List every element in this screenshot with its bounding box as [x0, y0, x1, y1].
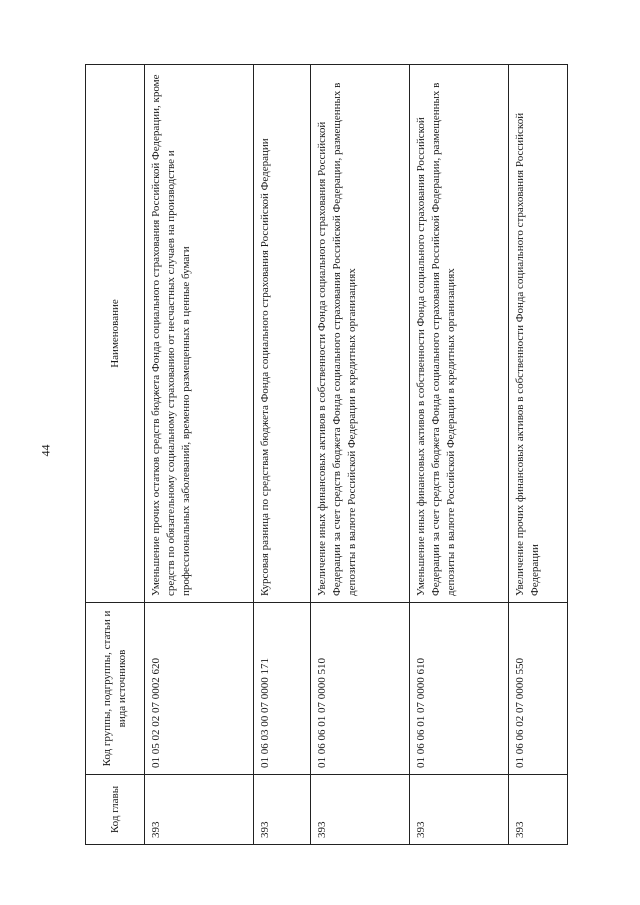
page-number: 44 [38, 444, 53, 457]
source-code-cell: 01 06 03 00 07 0000 171 [254, 603, 311, 775]
table-row [145, 65, 254, 845]
chapter-code-cell: 393 [145, 775, 254, 845]
chapter-code-cell: 393 [509, 775, 568, 845]
source-code-cell: 01 05 02 02 07 0002 620 [145, 603, 254, 775]
source-code-cell: 01 06 06 01 07 0000 510 [311, 603, 410, 775]
name-cell: Увеличение прочих финансовых активов в собственности Фонда социального страхования Российской Федерации [509, 65, 568, 603]
table-row [410, 65, 509, 845]
table-row [311, 65, 410, 845]
codes-table [85, 64, 568, 845]
table-row [254, 65, 311, 845]
header-source-code: Код группы, подгруппы, статьи и вида источников [86, 603, 145, 775]
name-cell: Увеличение иных финансовых активов в собственности Фонда социального страхования Российской Федерации за счет средств бюджета Фонда социального страхования Российской Федерации, размещенных в депозиты в валюте Российской Федерации в кредитных организациях [311, 65, 410, 603]
name-cell: Уменьшение прочих остатков средств бюджета Фонда социального страхования Российской Федерации, кроме средств по обязательному социальному страхованию от несчастных случаев на производстве и профессиональных заболеваний, временно размещенных в ценные бумаги [145, 65, 254, 603]
name-cell: Курсовая разница по средствам бюджета Фонда социального страхования Российской Федерации [254, 65, 311, 603]
name-cell: Уменьшение иных финансовых активов в собственности Фонда социального страхования Российской Федерации за счет средств бюджета Фонда социального страхования Российской Федерации, размещенных в депозиты в валюте Российской Федерации в кредитных организациях [410, 65, 509, 603]
source-code-cell: 01 06 06 02 07 0000 550 [509, 603, 568, 775]
source-code-cell: 01 06 06 01 07 0000 610 [410, 603, 509, 775]
chapter-code-cell: 393 [311, 775, 410, 845]
table-header-row [86, 65, 145, 845]
header-chapter-code: Код главы [86, 775, 145, 845]
header-name: Наименование [86, 65, 145, 603]
rotated-table-wrapper [85, 65, 555, 845]
chapter-code-cell: 393 [254, 775, 311, 845]
chapter-code-cell: 393 [410, 775, 509, 845]
table-row [509, 65, 568, 845]
